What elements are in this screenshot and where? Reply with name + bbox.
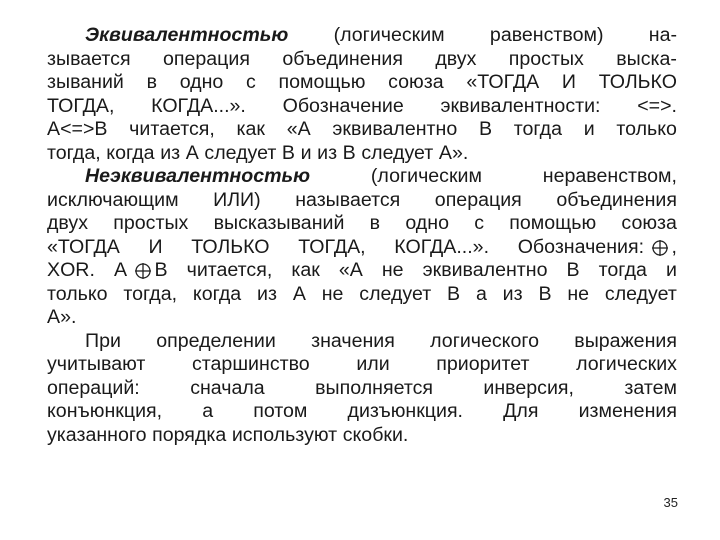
body-text: [47, 24, 677, 447]
word: А: [292, 282, 306, 305]
word: выражения: [574, 329, 677, 352]
word: выполняется: [315, 376, 433, 399]
text-line: [47, 212, 677, 236]
text-line: [47, 377, 677, 401]
word: При: [85, 329, 121, 352]
word: А».: [438, 141, 469, 164]
word: союза: [388, 71, 444, 93]
word: инверсия,: [483, 376, 574, 399]
word: ИЛИ): [213, 188, 261, 211]
word: тогда: [513, 118, 562, 140]
word: «А: [338, 259, 363, 281]
text-line: [47, 424, 677, 448]
word: с: [474, 212, 485, 234]
word: ТОЛЬКО: [598, 71, 677, 93]
word: выска-: [616, 47, 677, 70]
xor-symbol-icon: [651, 239, 669, 257]
word: следует: [359, 282, 432, 305]
word: операций:: [47, 376, 140, 399]
word: только: [47, 282, 108, 305]
text-line: [47, 330, 677, 354]
word: старшинство: [191, 353, 310, 375]
text-line: [47, 400, 677, 424]
word: Неэквивалентностью: [85, 165, 311, 187]
word: затем: [624, 376, 677, 399]
word: операция: [434, 188, 522, 211]
word: и: [583, 118, 595, 140]
word: а: [202, 400, 214, 422]
word: сначала: [190, 376, 265, 399]
word: В: [342, 141, 356, 164]
word: не: [321, 282, 344, 305]
word: как: [236, 118, 266, 140]
word: объединения: [556, 188, 677, 211]
word: <=>.: [637, 94, 677, 117]
paragraph: [47, 330, 677, 448]
word: из: [160, 141, 181, 164]
indented-word: [47, 24, 288, 48]
word: следует: [361, 141, 434, 164]
word: а: [475, 282, 487, 305]
word: Для: [503, 400, 539, 422]
comma: ,: [671, 235, 677, 258]
word: В: [281, 141, 295, 164]
word: неравенством,: [542, 165, 677, 187]
word: (логическим: [333, 24, 445, 46]
word: в: [146, 71, 157, 93]
word: потом: [253, 400, 308, 422]
word: логических: [576, 353, 677, 375]
text-line: [47, 71, 677, 95]
word: из: [317, 141, 338, 164]
page-number: 35: [663, 495, 678, 510]
word: Эквивалентностью: [85, 24, 289, 46]
word: когда: [106, 141, 155, 164]
word: А».: [47, 306, 77, 328]
word: КОГДА...».: [394, 235, 490, 258]
word: или: [356, 353, 390, 375]
word: простых: [508, 47, 584, 70]
word: двух: [435, 47, 477, 70]
word: В: [447, 282, 461, 305]
word: «ТОГДА: [466, 71, 540, 93]
word: называется: [295, 188, 401, 211]
word: операция: [162, 47, 250, 70]
word: только: [616, 118, 677, 140]
word: ТОГДА,: [47, 94, 115, 117]
word: простых: [113, 212, 189, 234]
word: эквивалентно: [422, 259, 548, 281]
word: учитывают: [47, 353, 146, 375]
word: ТОЛЬКО: [191, 235, 270, 258]
word: объединения: [282, 47, 403, 70]
word: КОГДА...».: [151, 94, 246, 117]
word: из: [502, 282, 523, 305]
word: на-: [648, 24, 677, 46]
indented-word: [47, 165, 310, 189]
word: не: [567, 282, 590, 305]
paragraph: [47, 165, 677, 330]
word: когда: [192, 282, 242, 305]
word: конъюнкция,: [47, 400, 163, 422]
word: зываний: [47, 71, 124, 93]
word: одно: [405, 212, 449, 234]
word: следует: [204, 141, 277, 164]
word: A<=>B: [47, 118, 108, 140]
text-line: [47, 189, 677, 213]
word: дизъюнкция.: [347, 400, 464, 422]
text-line: [47, 24, 677, 48]
word: «ТОГДА: [47, 235, 120, 258]
word: В: [566, 259, 580, 281]
word: читается,: [129, 118, 215, 140]
paragraph: [47, 24, 677, 165]
indented-word: [47, 330, 121, 354]
text-line: [47, 142, 677, 166]
text-line: [47, 283, 677, 307]
word: И: [148, 235, 163, 258]
word: помощью: [278, 71, 366, 93]
word: союза: [621, 212, 677, 234]
word: помощью: [509, 212, 597, 234]
word: XOR.: [47, 259, 95, 281]
word-with-symbol: [518, 236, 677, 260]
word: B: [154, 259, 168, 281]
word: скобки.: [342, 423, 409, 446]
word: эквивалентно: [332, 118, 458, 140]
word: Обозначения:: [517, 235, 645, 258]
word: И: [561, 71, 577, 93]
word: ТОГДА,: [298, 235, 366, 258]
word-with-symbol: [114, 259, 168, 283]
word: А: [113, 259, 128, 281]
word: значения: [311, 329, 395, 352]
text-line: [47, 306, 677, 330]
word: читается,: [186, 259, 273, 281]
word: в: [369, 212, 381, 234]
word: следует: [604, 282, 677, 305]
word: тогда: [598, 259, 647, 281]
word: и: [665, 259, 677, 281]
word: указанного: [47, 423, 147, 446]
word: тогда,: [123, 282, 178, 305]
word: Обозначение: [282, 94, 404, 117]
word: изменения: [578, 400, 677, 422]
word: одно: [179, 71, 224, 93]
word: эквивалентности:: [440, 94, 601, 117]
word: высказываний: [213, 212, 345, 234]
word: логического: [430, 329, 539, 352]
text-line: [47, 236, 677, 260]
word: зывается: [47, 47, 131, 70]
text-line: [47, 118, 677, 142]
text-line: [47, 95, 677, 119]
word: исключающим: [47, 188, 179, 211]
xor-symbol-icon: [134, 262, 152, 280]
word: (логическим: [370, 165, 482, 187]
word: «А: [286, 118, 311, 140]
word: двух: [47, 212, 89, 234]
word: равенством): [489, 24, 604, 46]
word: порядка: [152, 423, 227, 446]
word: с: [246, 71, 256, 93]
word: не: [381, 259, 404, 281]
word: В: [478, 118, 493, 140]
word: В: [538, 282, 552, 305]
word: приоритет: [436, 353, 530, 375]
text-line: [47, 165, 677, 189]
word: тогда,: [47, 141, 101, 164]
word: из: [257, 282, 277, 305]
word: как: [291, 259, 320, 281]
word: определении: [156, 329, 276, 352]
word: используют: [231, 423, 338, 446]
text-line: [47, 353, 677, 377]
text-line: [47, 259, 677, 283]
text-line: [47, 48, 677, 72]
word: А: [185, 141, 199, 164]
word: и: [300, 141, 312, 164]
